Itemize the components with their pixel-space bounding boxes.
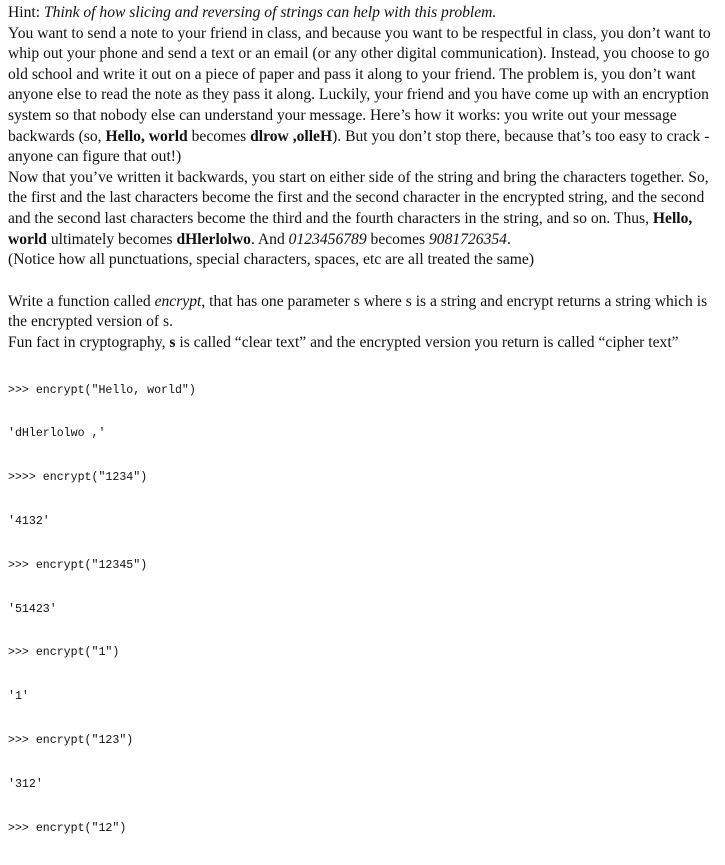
code-line: >>>> encrypt("1234") bbox=[8, 471, 713, 486]
paragraph-spacer bbox=[8, 271, 713, 292]
explain-digits-plain: 0123456789 bbox=[289, 231, 367, 248]
code-line: '51423' bbox=[8, 603, 713, 618]
code-line: '4132' bbox=[8, 515, 713, 530]
hint-text: Think of how slicing and reversing of strings can help with this problem. bbox=[44, 4, 496, 21]
explain-digits-encrypted: 9081726354 bbox=[429, 231, 507, 248]
explain-text-4: becomes bbox=[367, 231, 429, 248]
code-line: >>> encrypt("Hello, world") bbox=[8, 384, 713, 399]
code-line: '1' bbox=[8, 690, 713, 705]
code-line: >>> encrypt("12") bbox=[8, 822, 713, 837]
intro-text-1: You want to send a note to your friend in class, and because you want to be respectful in class, you don’t want to whip out your phone and send a text or an email (or any other digital communication). Instead, you choose to go old school and write it out on a piece of paper and pass it along to your friend. The problem is, you don’t want anyone else to read the note as they pass it along. Luckily, your friend and you have come up with an encryption system so that nobody else can understand your message. Here’s how it works: you write out your message backwards (so, bbox=[8, 25, 711, 145]
note-paragraph: (Notice how all punctuations, special characters, spaces, etc are all treated the same) bbox=[8, 250, 713, 271]
intro-paragraph bbox=[8, 24, 713, 168]
explain-example-plain: Hello, world bbox=[8, 210, 692, 248]
intro-example-plain: Hello, world bbox=[105, 128, 187, 145]
document-body bbox=[8, 3, 713, 865]
hint-paragraph bbox=[8, 3, 713, 24]
funfact-paragraph bbox=[8, 333, 713, 354]
funfact-text-1: Fun fact in cryptography, bbox=[8, 334, 169, 351]
code-line: >>> encrypt("12345") bbox=[8, 559, 713, 574]
explain-text-1: Now that you’ve written it backwards, you start on either side of the string and bring the characters together. So, the first and the last characters become the first and the second character in the encrypted string, and the second and the second last characters become the third and the fourth characters in the string, and so on. Thus, bbox=[8, 169, 709, 227]
explain-paragraph bbox=[8, 168, 713, 250]
task-text-2: , that has one parameter s where s is a string and encrypt returns a string which is the encrypted version of s. bbox=[8, 293, 707, 331]
funfact-variable: s bbox=[169, 334, 175, 351]
intro-text-3: ). But you don’t stop there, because that’s too easy to crack - anyone can figure that out!) bbox=[8, 128, 709, 166]
code-examples bbox=[8, 355, 713, 865]
code-line: 'dHlerlolwo ,' bbox=[8, 427, 713, 442]
task-text-1: Write a function called bbox=[8, 293, 155, 310]
explain-example-encrypted: dHlerlolwo bbox=[176, 231, 251, 248]
funfact-text-2: is called “clear text” and the encrypted version you return is called “cipher text” bbox=[175, 334, 678, 351]
task-paragraph bbox=[8, 292, 713, 333]
code-line: >>> encrypt("1") bbox=[8, 646, 713, 661]
explain-text-5: . bbox=[507, 231, 511, 248]
explain-text-2: ultimately becomes bbox=[47, 231, 176, 248]
intro-example-reversed: dlrow ,olleH bbox=[250, 128, 332, 145]
explain-text-3: . And bbox=[251, 231, 289, 248]
intro-text-2: becomes bbox=[188, 128, 250, 145]
code-line: >>> encrypt("123") bbox=[8, 734, 713, 749]
function-name: encrypt bbox=[155, 293, 202, 310]
hint-label: Hint: bbox=[8, 4, 44, 21]
code-line: '312' bbox=[8, 778, 713, 793]
